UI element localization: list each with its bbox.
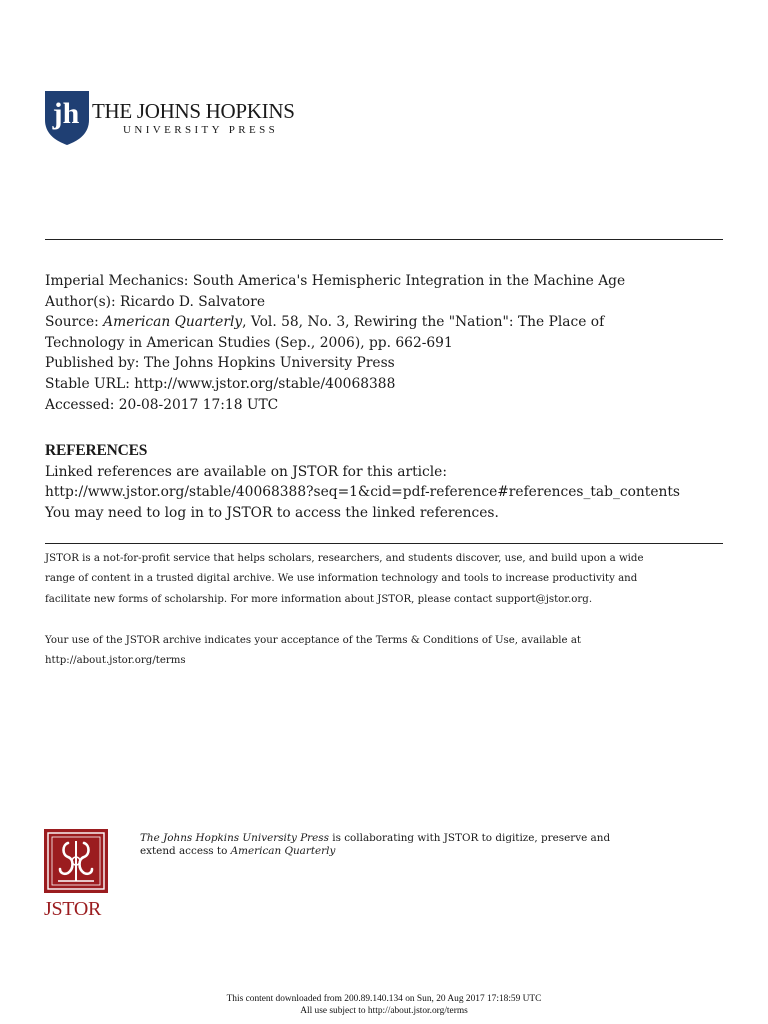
publisher-logo-title: THE JOHNS HOPKINS (92, 99, 295, 123)
notice-line-1: JSTOR is a not-for-profit service that helps scholars, researchers, and students discover, use, and build upon a wide (45, 553, 644, 564)
article-metadata (45, 271, 735, 415)
footer-line-1: This content downloaded from 200.89.140.134 on Sun, 20 Aug 2017 17:18:59 UTC (226, 994, 542, 1004)
article-title: Imperial Mechanics: South America's Hemispheric Integration in the Machine Age (45, 273, 626, 289)
article-accessed: Accessed: 20-08-2017 17:18 UTC (45, 396, 279, 413)
jstor-notice (45, 549, 735, 610)
jstor-wordmark: JSTOR (44, 898, 102, 920)
jstor-logo (44, 829, 110, 921)
references-intro: Linked references are available on JSTOR for this article: (45, 463, 447, 480)
terms-notice (45, 631, 735, 672)
publisher-logo (44, 90, 295, 150)
publisher-logo-subtitle: UNIVERSITY PRESS (123, 124, 279, 136)
article-source: Source: American Quarterly, Vol. 58, No. 3, Rewiring the "Nation": The Place of (45, 314, 605, 331)
references-link[interactable]: http://www.jstor.org/stable/40068388?seq=1&cid=pdf-reference#references_tab_contents (45, 484, 680, 501)
references-section (45, 441, 745, 523)
terms-line: Your use of the JSTOR archive indicates your acceptance of the Terms & Conditions of Use, available at (45, 635, 581, 646)
article-source-cont: Technology in American Studies (Sep., 2006), pp. 662-691 (45, 334, 453, 351)
collaboration-statement (140, 832, 700, 858)
source-journal: American Quarterly (103, 314, 243, 331)
notice-line-3: facilitate new forms of scholarship. For more information about JSTOR, please contact support@jstor.org. (45, 593, 593, 605)
article-publisher: Published by: The Johns Hopkins University Press (45, 355, 395, 372)
collaboration-line-1: The Johns Hopkins University Press is collaborating with JSTOR to digitize, preserve and (140, 832, 611, 844)
references-heading: REFERENCES (45, 442, 148, 459)
jstor-emblem-icon (44, 829, 108, 893)
article-author: Author(s): Ricardo D. Salvatore (45, 293, 265, 310)
jhu-shield-icon (44, 90, 90, 146)
collaboration-line-2: extend access to American Quarterly (140, 845, 336, 858)
collab-publisher: The Johns Hopkins University Press (140, 832, 329, 844)
jhu-monogram: jh (52, 97, 80, 130)
notice-line-2: range of content in a trusted digital archive. We use information technology and tools to increase productivity and (45, 573, 638, 585)
download-footer (0, 994, 768, 1017)
article-stable-url[interactable]: Stable URL: http://www.jstor.org/stable/40068388 (45, 375, 396, 392)
terms-link[interactable]: http://about.jstor.org/terms (45, 655, 186, 667)
middle-divider (45, 543, 723, 544)
references-login-note: You may need to log in to JSTOR to access the linked references. (45, 504, 499, 521)
footer-line-2: All use subject to http://about.jstor.org/terms (300, 1005, 468, 1016)
collab-journal: American Quarterly (230, 845, 336, 858)
top-divider (45, 239, 723, 240)
